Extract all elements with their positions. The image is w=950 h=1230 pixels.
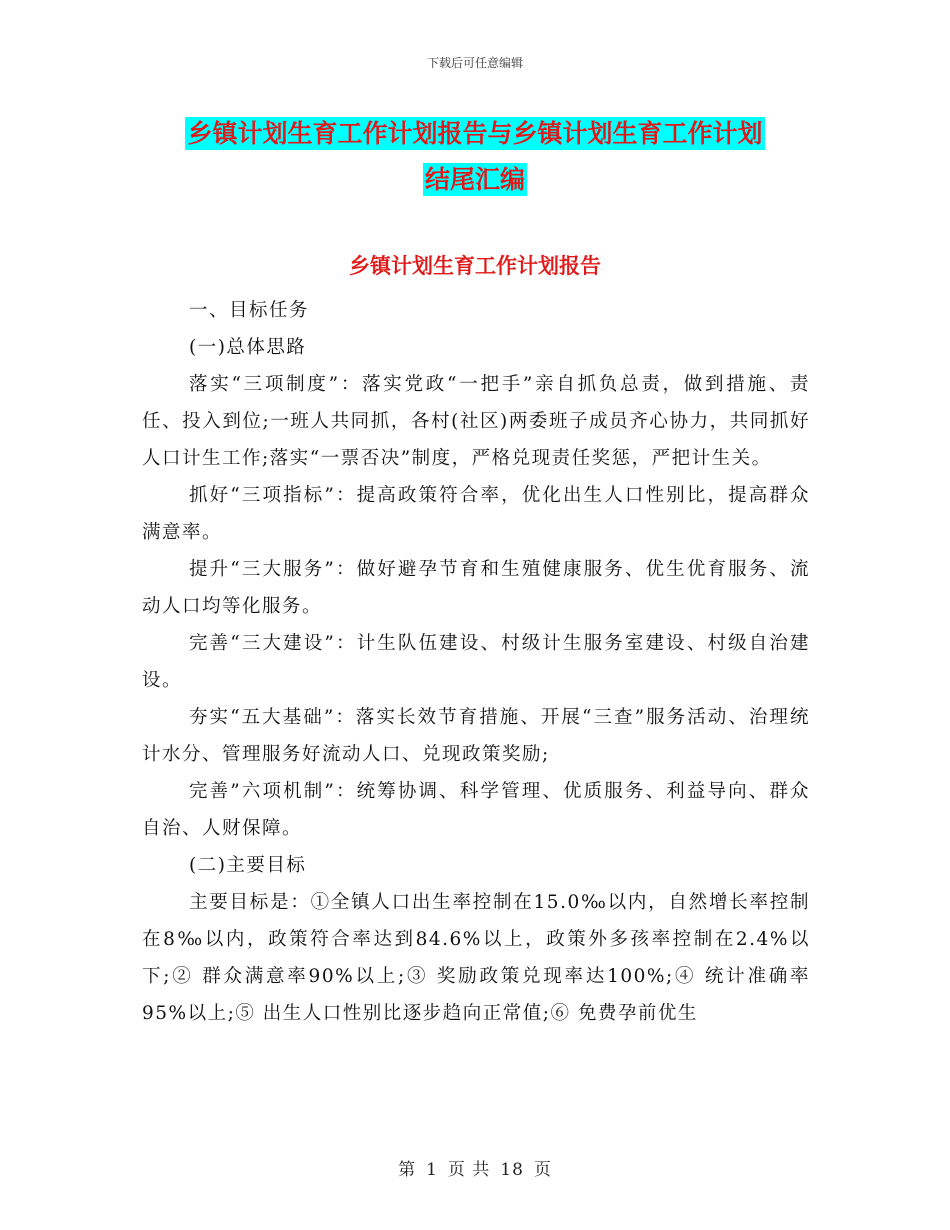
page-footer	[0, 1155, 950, 1180]
paragraph-six-mechanisms: 完善”六项机制”：统筹协调、科学管理、优质服务、利益导向、群众自治、人财保障。	[142, 781, 810, 839]
subheading-main-goals: (二)主要目标	[189, 855, 307, 876]
document-title-line2-text: 结尾汇编	[424, 165, 525, 194]
heading-targets: 一、目标任务	[189, 300, 310, 321]
paragraph-three-indicators: 抓好“三项指标”：提高政策符合率，优化出生人口性别比，提高群众满意率。	[142, 485, 810, 543]
paragraph-three-constructions: 完善“三大建设”：计生队伍建设、村级计生服务室建设、村级自治建设。	[142, 633, 810, 691]
paragraph-five-foundations: 夯实“五大基础”：落实长效节育措施、开展“三查”服务活动、治理统计水分、管理服务好流动人口、兑现政策奖励;	[142, 707, 810, 765]
subheading-overall-approach: (一)总体思路	[189, 337, 307, 358]
footer-prefix: 第	[398, 1160, 417, 1180]
paragraph-three-systems: 落实“三项制度”：落实党政“一把手”亲自抓负总责，做到措施、责任、投入到位;一班人共同抓，各村(社区)两委班子成员齐心协力，共同抓好人口计生工作;落实“一票否决”制度，严格兑现责任奖惩，严把计生关。	[142, 374, 810, 469]
document-title-line1-text: 乡镇计划生育工作计划报告与乡镇计划生育工作计划	[187, 119, 763, 148]
document-body	[142, 292, 810, 1032]
document-title-line1	[0, 114, 950, 150]
footer-suffix: 页	[533, 1160, 552, 1180]
header-note: 下载后可任意编辑	[426, 56, 523, 70]
document-title-line2	[0, 160, 950, 196]
section-title: 乡镇计划生育工作计划报告	[349, 254, 601, 278]
paragraph-main-goals: 主要目标是：①全镇人口出生率控制在15.0‰以内，自然增长率控制在8‰以内，政策符合率达到84.6%以上，政策外多孩率控制在2.4%以下;② 群众满意率90%以上;③ 奖励政策兑现率达100%;④ 统计准确率95%以上;⑤ 出生人口性别比逐步趋向正常值;⑥ 免费孕前优生	[142, 892, 810, 1024]
footer-middle: 页 共	[447, 1160, 491, 1180]
footer-page-number: 1	[426, 1160, 438, 1180]
footer-total-pages: 18	[500, 1160, 524, 1180]
paragraph-three-services: 提升“三大服务”：做好避孕节育和生殖健康服务、优生优育服务、流动人口均等化服务。	[142, 559, 810, 617]
